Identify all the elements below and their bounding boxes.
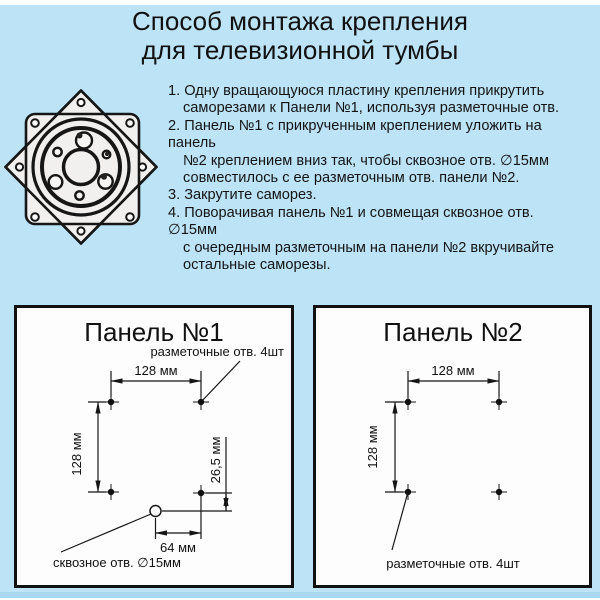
instruction-line: 1. Одну вращающуюся пластину крепления прикрутить	[168, 83, 545, 99]
swivel-plate-drawing	[0, 80, 168, 256]
instruction-line: саморезами к Панели №1, используя разметочные отв.	[183, 100, 560, 117]
panel2-title: Панель №2	[383, 317, 523, 347]
panel2-drawing	[313, 305, 592, 588]
dim-label-right: 26,5 мм	[208, 436, 223, 484]
instruction-line: 3. Закрутите саморез.	[168, 187, 317, 204]
instruction-line: ∅15мм	[168, 222, 218, 239]
panel1-dim-top	[111, 363, 201, 397]
dim-label-left: 128 мм	[69, 432, 84, 476]
page-title-line-1: Способ монтажа крепления	[132, 6, 468, 36]
page-title-line-2: для телевизионной тумбы	[141, 35, 459, 65]
instruction-line: панель	[168, 135, 216, 152]
panel1-dim-right	[162, 437, 232, 511]
panel2-dim-top	[408, 363, 499, 397]
panel1-title: Панель №1	[84, 317, 224, 347]
panel2-dim-left	[365, 402, 403, 492]
panel1-through-hole-label: сквозное отв. ∅15мм	[53, 555, 181, 570]
instruction-line: совместилось с ее разметочным отв. панели №2.	[183, 170, 520, 187]
panel1-marking-holes-label: разметочные отв. 4шт	[150, 344, 284, 359]
instruction-line: 2. Панель №1 с прикрученным креплением уложить на	[168, 117, 542, 134]
panel2-border	[315, 307, 591, 587]
panel2-marking-holes-label: разметочные отв. 4шт	[386, 556, 520, 571]
instruction-line: №2 креплением вниз так, чтобы сквозное отв. ∅15мм	[183, 152, 549, 169]
instruction-line: остальные саморезы.	[183, 257, 331, 274]
dim-label-top: 128 мм	[431, 363, 475, 378]
leader-line-marking-holes	[201, 361, 240, 402]
top-white-strip	[0, 0, 600, 5]
panel1-marking-holes	[103, 394, 209, 501]
panel1-drawing	[14, 305, 294, 588]
through-hole	[150, 506, 161, 517]
dim-label-top: 128 мм	[134, 363, 178, 378]
dim-label-bottom: 64 мм	[160, 540, 196, 555]
dim-label-left: 128 мм	[365, 425, 380, 469]
panel1-dim-bottom	[156, 496, 202, 555]
page-title	[0, 7, 600, 65]
instruction-line: 4. Поворачивая панель №1 и совмещая сквозное отв.	[168, 204, 534, 221]
panel2-marking-holes	[400, 394, 507, 500]
leader-line-through-hole	[61, 514, 151, 552]
instruction-list	[168, 83, 586, 274]
instruction-line: с очередным разметочным на панели №2 вкручивайте	[183, 239, 555, 256]
leader-line-marking-holes	[392, 492, 408, 550]
panel1-dim-left	[69, 402, 106, 492]
